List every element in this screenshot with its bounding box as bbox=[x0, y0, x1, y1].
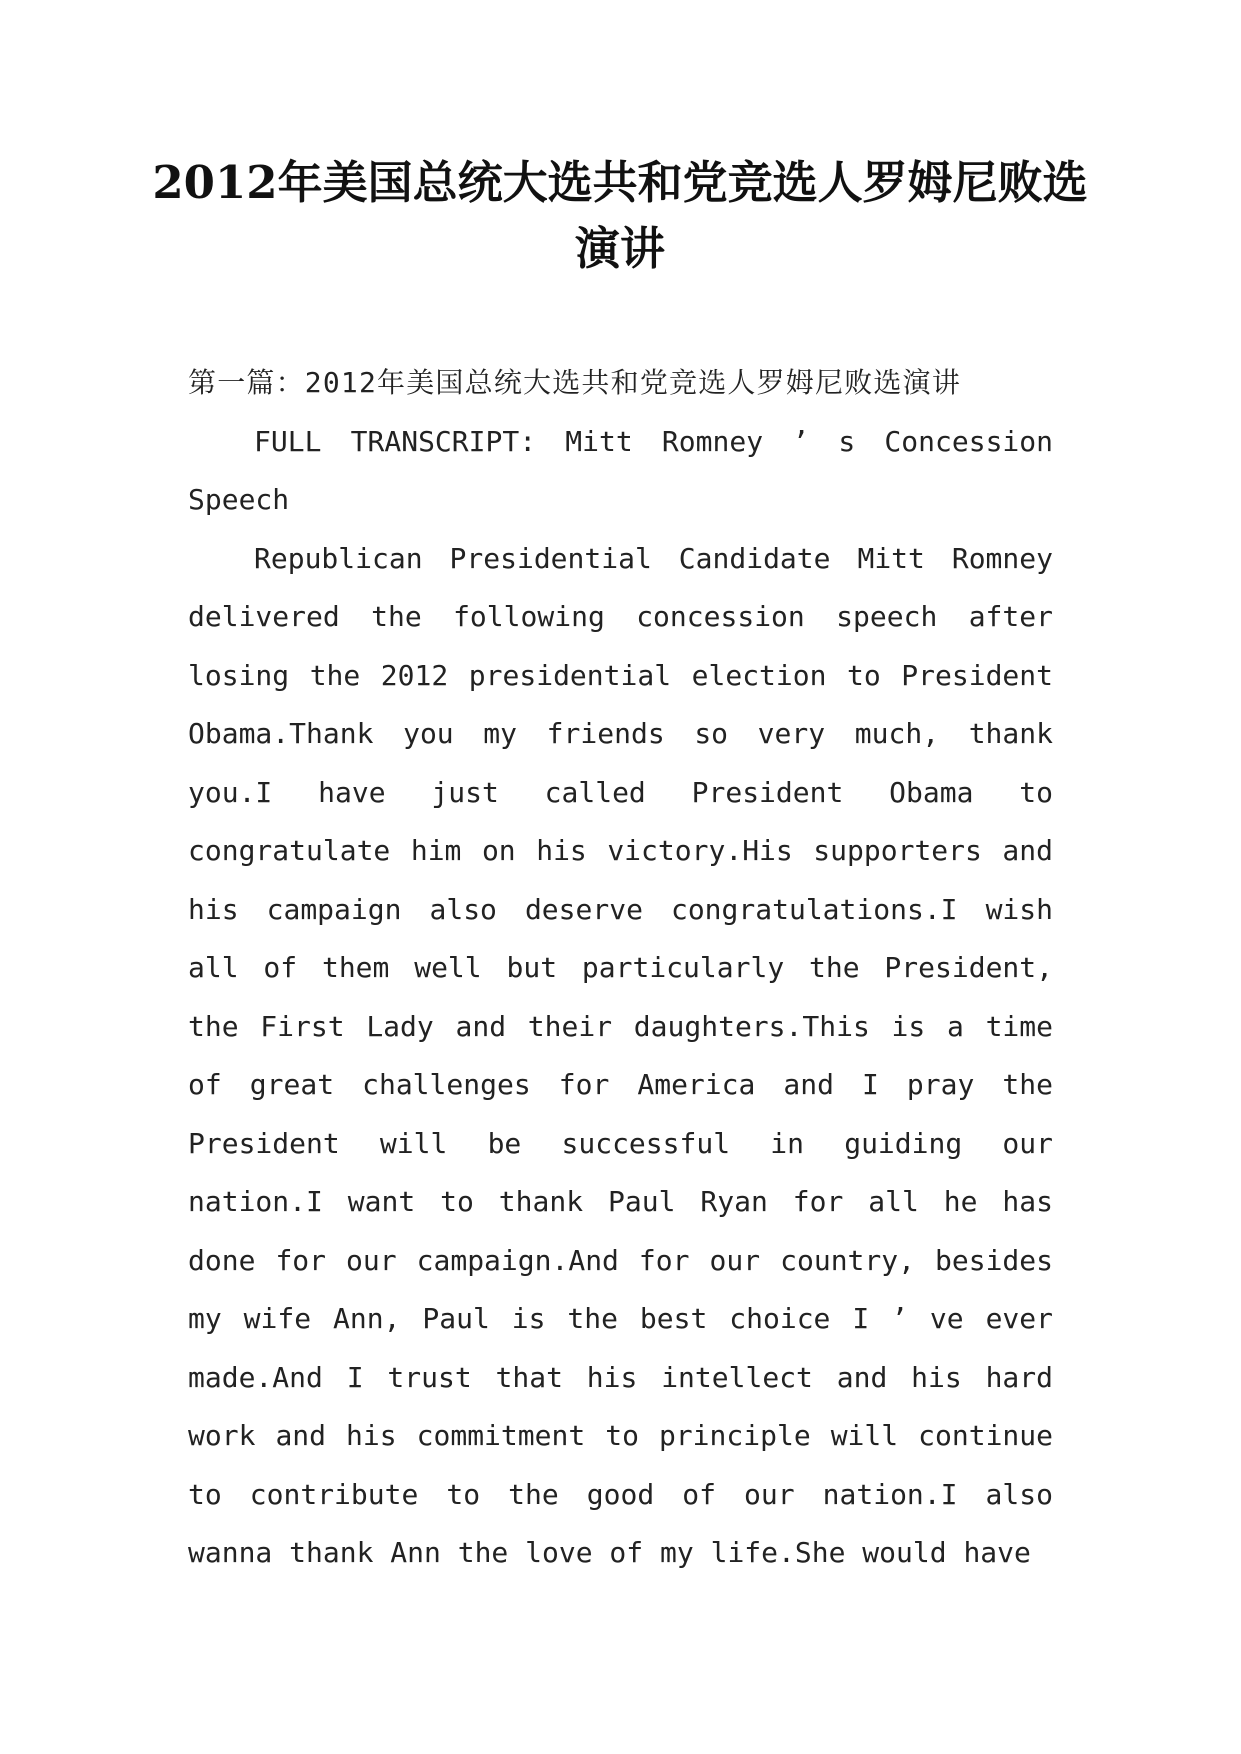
paragraph-transcript-title: FULL TRANSCRIPT: Mitt Romney ’ s Concession Speech bbox=[188, 424, 1053, 516]
section-heading: 第一篇：2012年美国总统大选共和党竞选人罗姆尼败选演讲 bbox=[188, 366, 962, 399]
document-title: 2012年美国总统大选共和党竞选人罗姆尼败选演讲 bbox=[152, 156, 1088, 275]
document-body bbox=[188, 354, 1053, 1583]
paragraph-speech-body: Republican Presidential Candidate Mitt Romney delivered the following concession speech after losing the 2012 presidential election to President Obama.Thank you my friends so very much, thank you.I have just called President Obama to congratulate him on his victory.His supporters and his campaign also deserve congratulations.I wish all of them well but particularly the President, the First Lady and their daughters.This is a time of great challenges for America and I pray the President will be successful in guiding our nation.I want to thank Paul Ryan for all he has done for our campaign.And for our country, besides my wife Ann, Paul is the best choice I ’ ve ever made.And I trust that his intellect and his hard work and his commitment to principle will continue to contribute to the good of our nation.I also wanna thank Ann the love of my life.She would have bbox=[188, 541, 1053, 1569]
